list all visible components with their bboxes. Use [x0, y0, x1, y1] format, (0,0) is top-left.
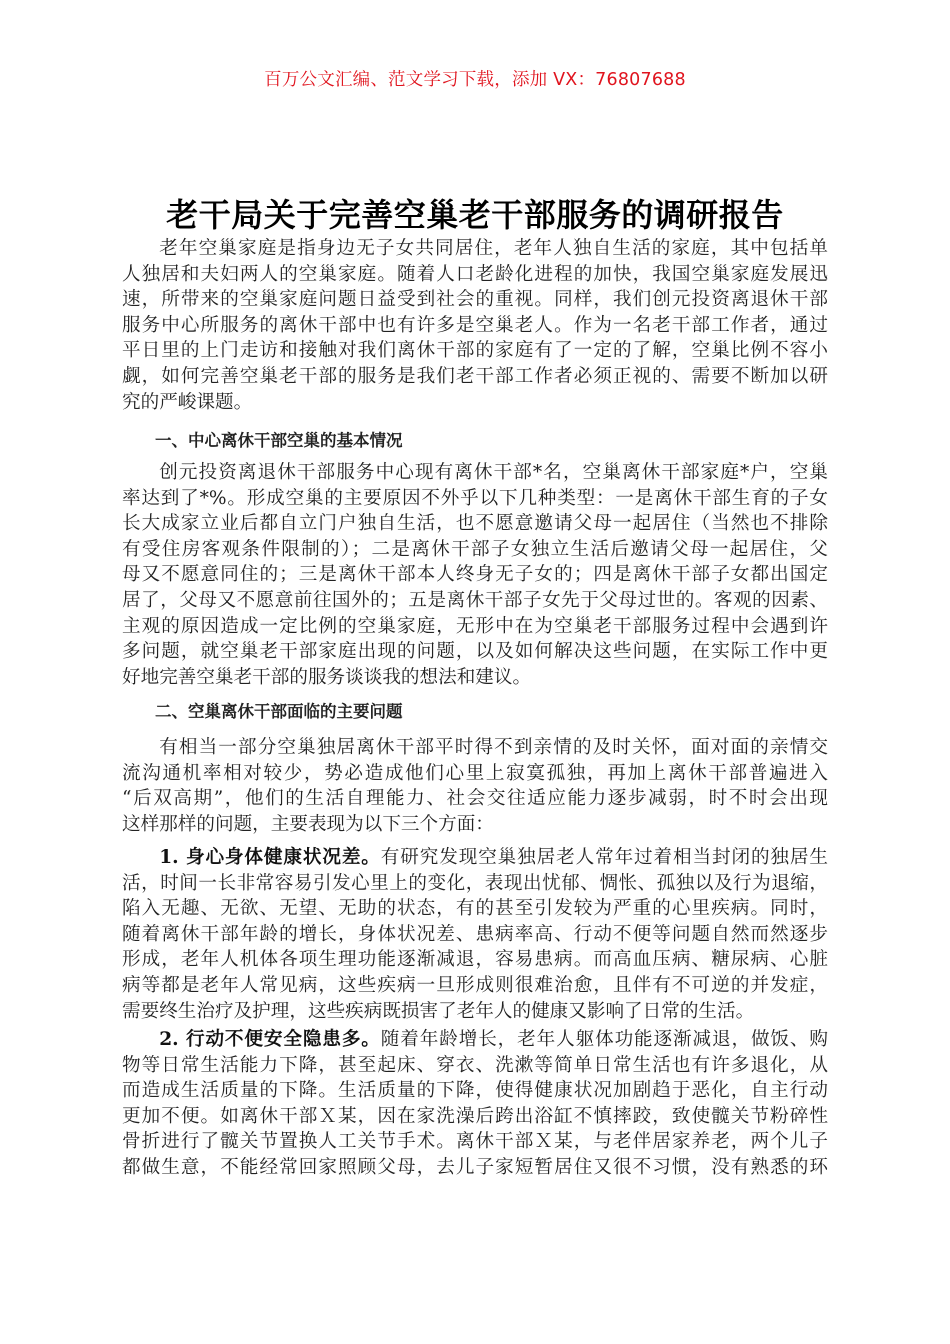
text-line: 创元投资离退休干部服务中心现有离休干部*名，空巢离休干部家庭*户，空巢 — [159, 462, 828, 483]
text-line: “后双高期”，他们的生活自理能力、社会交往适应能力逐步减弱，时不时会出现 — [122, 788, 828, 810]
text-line: 平日里的上门走访和接触对我们离休干部的家庭有了一定的了解，空巢比例不容小 — [122, 340, 828, 362]
item1-first-rest: 有研究发现空巢独居老人常年过着相当封闭的独居生 — [380, 847, 828, 868]
text-line: 好地完善空巢老干部的服务谈谈我的想法和建议。 — [122, 666, 532, 688]
item1-paragraph — [122, 845, 828, 1024]
item1-lead: 1. 身心身体健康状况差。 — [159, 847, 381, 868]
text-line: 流沟通机率相对较少，势必造成他们心里上寂寞孤独，再加上离休干部普遍进入 — [122, 762, 828, 784]
intro-paragraph — [122, 236, 828, 415]
text-line: 需要终生治疗及护理，这些疾病既损害了老年人的健康又影响了日常的生活。 — [122, 1000, 755, 1022]
text-line: 速，所带来的空巢家庭问题日益受到社会的重视。同样，我们创元投资离退休干部 — [122, 289, 828, 311]
text-line — [122, 845, 828, 871]
section-heading-2: 二、空巢离休干部面临的主要问题 — [155, 702, 403, 721]
text-line: 随着离休干部年龄的增长，身体状况差、患病率高、行动不便等问题自然而然逐步 — [122, 923, 828, 945]
text-line: 更加不便。如离休干部Ｘ某，因在家洗澡后跨出浴缸不慎摔跤，致使髋关节粉碎性 — [122, 1105, 828, 1127]
text-line: 形成，老年人机体各项生理功能逐渐减退，容易患病。而高血压病、糖尿病、心脏 — [122, 949, 828, 971]
text-line: 老年空巢家庭是指身边无子女共同居住，老年人独自生活的家庭，其中包括单 — [159, 238, 828, 259]
text-line: 居了，父母又不愿意前往国外的；五是离休干部子女先于父母过世的。客观的因素、 — [122, 589, 828, 611]
text-line: 觑，如何完善空巢老干部的服务是我们老干部工作者必须正视的、需要不断加以研 — [122, 365, 828, 387]
text-line: 人独居和夫妇两人的空巢家庭。随着人口老龄化进程的加快，我国空巢家庭发展迅 — [122, 263, 828, 285]
text-line: 有受住房客观条件限制的）；二是离休干部子女独立生活后邀请父母一起居住，父 — [122, 538, 828, 560]
text-line: 有相当一部分空巢独居离休干部平时得不到亲情的及时关怀，面对面的亲情交 — [159, 737, 828, 758]
text-line: 主观的原因造成一定比例的空巢家庭，无形中在为空巢老干部服务过程中会遇到许 — [122, 615, 828, 637]
text-line: 陷入无趣、无欲、无望、无助的状态，有的甚至引发较为严重的心里疾病。同时， — [122, 898, 828, 920]
text-line: 而造成生活质量的下降。生活质量的下降，使得健康状况加剧趋于恶化，自主行动 — [122, 1080, 828, 1102]
text-line: 多问题，就空巢老干部家庭出现的问题，以及如何解决这些问题，在实际工作中更 — [122, 641, 828, 663]
text-line: 病等都是老年人常见病，这些疾病一旦形成则很难治愈，且伴有不可逆的并发症， — [122, 974, 828, 996]
text-line — [122, 1027, 828, 1053]
text-line: 母又不愿意同住的；三是离休干部本人终身无子女的；四是离休干部子女都出国定 — [122, 564, 828, 586]
document-title: 老干局关于完善空巢老干部服务的调研报告 — [166, 196, 784, 234]
item2-lead: 2. 行动不便安全隐患多。 — [159, 1029, 381, 1050]
item2-paragraph — [122, 1027, 828, 1181]
watermark-banner: 百万公文汇编、范文学习下载，添加 VX：76807688 — [264, 70, 686, 90]
text-line: 都做生意，不能经常回家照顾父母，去儿子家短暂居住又很不习惯，没有熟悉的环 — [122, 1156, 828, 1178]
text-line: 活，时间一长非常容易引发心里上的变化，表现出忧郁、惆怅、孤独以及行为退缩， — [122, 872, 828, 894]
text-line: 骨折进行了髋关节置换人工关节手术。离休干部Ｘ某，与老伴居家养老，两个儿子 — [122, 1131, 828, 1153]
text-line: 这样那样的问题，主要表现为以下三个方面： — [122, 813, 494, 835]
text-line: 长大成家立业后都自立门户独自生活，也不愿意邀请父母一起居住（当然也不排除 — [122, 513, 828, 535]
text-line: 究的严峻课题。 — [122, 391, 253, 413]
text-line: 率达到了*%。形成空巢的主要原因不外乎以下几种类型：一是离休干部生育的子女 — [122, 487, 828, 509]
text-line: 服务中心所服务的离休干部中也有许多是空巢老人。作为一名老干部工作者，通过 — [122, 314, 828, 336]
item2-first-rest: 随着年龄增长，老年人躯体功能逐渐减退，做饭、购 — [380, 1029, 828, 1050]
text-line: 物等日常生活能力下降，甚至起床、穿衣、洗漱等简单日常生活也有许多退化，从 — [122, 1054, 828, 1076]
section-heading-1: 一、中心离休干部空巢的基本情况 — [155, 431, 403, 450]
section2-paragraph — [122, 735, 828, 837]
section1-paragraph — [122, 460, 828, 690]
